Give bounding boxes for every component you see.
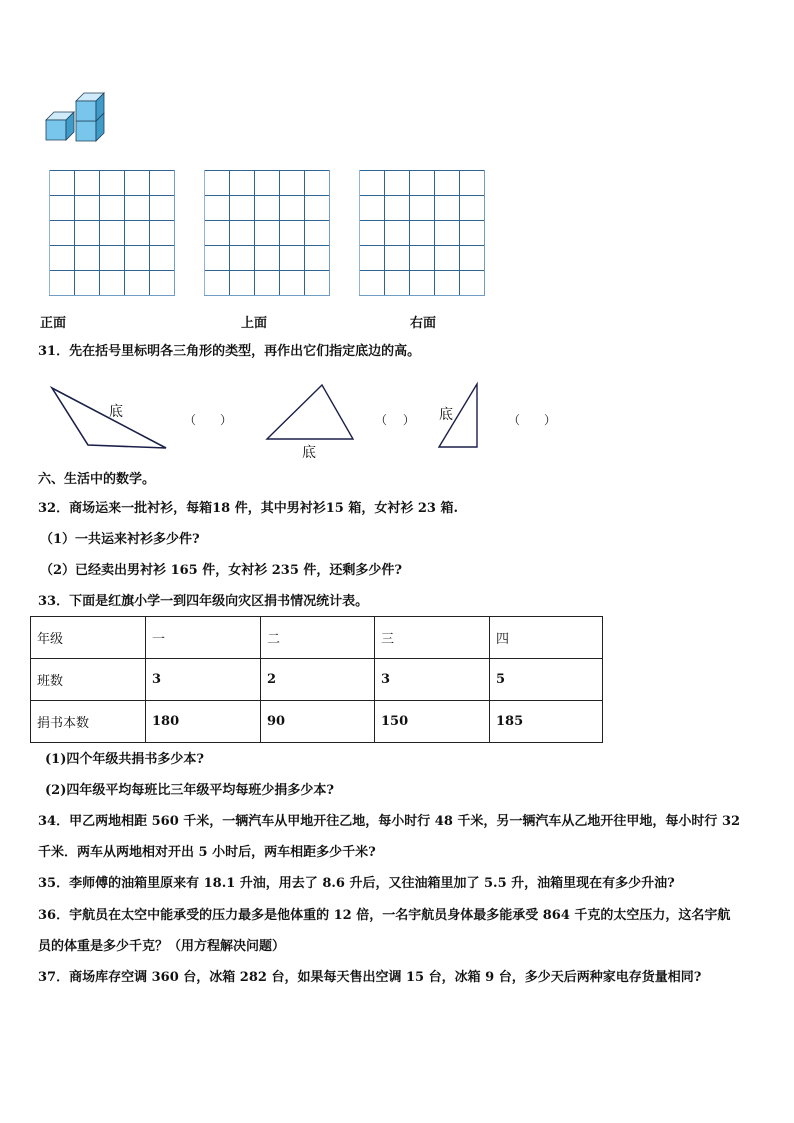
table-cell: 90 xyxy=(261,701,375,743)
triangle1-answer-blank[interactable]: （ ） xyxy=(184,413,233,427)
question-33-sub2: (2)四年级平均每班比三年级平均每班少捐多少本? xyxy=(45,783,334,798)
question-36-line1: 36．宇航员在太空中能承受的压力最多是他体重的 12 倍，一名宇航员身体最多能承受 864 千克的太空压力，这名宇航 xyxy=(38,908,731,923)
question-32-sub1: （1）一共运来衬衫多少件? xyxy=(40,532,200,547)
cube-stack-figure xyxy=(44,90,106,152)
triangle2-answer-blank[interactable]: （ ） xyxy=(375,413,415,427)
table-cell: 185 xyxy=(490,701,603,743)
table-cell: 5 xyxy=(490,659,603,701)
question-31-text: 31．先在括号里标明各三角形的类型，再作出它们指定底边的高。 xyxy=(38,344,421,359)
table-row-grade xyxy=(31,617,603,659)
table-cell: 150 xyxy=(375,701,490,743)
question-34-line1: 34．甲乙两地相距 560 千米，一辆汽车从甲地开往乙地，每小时行 48 千米，另一辆汽车从乙地开往甲地，每小时行 32 xyxy=(38,814,741,829)
question-33-sub1: (1)四个年级共捐书多少本? xyxy=(45,752,204,767)
triangle1-base-label: 底 xyxy=(109,404,123,420)
acute-triangle-icon xyxy=(262,380,362,445)
grid-right-view[interactable] xyxy=(359,170,485,296)
question-36-line2: 员的体重是多少千克？（用方程解决问题） xyxy=(38,939,286,954)
label-top-view: 上面 xyxy=(241,316,268,331)
question-37-text: 37．商场库存空调 360 台，冰箱 282 台，如果每天售出空调 15 台，冰箱 9 台，多少天后两种家电存货量相同? xyxy=(38,970,702,985)
table-header-cell: 年级 xyxy=(31,617,146,659)
table-cell: 三 xyxy=(375,617,490,659)
question-32-sub2: （2）已经卖出男衬衫 165 件，女衬衫 235 件，还剩多少件? xyxy=(40,563,403,578)
triangle3-answer-blank[interactable]: （ ） xyxy=(508,413,557,427)
triangle3-base-label: 底 xyxy=(439,407,453,423)
grid-front-view[interactable] xyxy=(49,170,175,296)
triangle-acute xyxy=(262,380,362,445)
table-cell: 一 xyxy=(146,617,261,659)
question-33-text: 33．下面是红旗小学一到四年级向灾区捐书情况统计表。 xyxy=(38,594,369,609)
question-32-text: 32．商场运来一批衬衫，每箱18 件，其中男衬衫15 箱，女衬衫 23 箱. xyxy=(38,501,458,516)
donation-stats-table xyxy=(30,616,603,743)
question-35-text: 35．李师傅的油箱里原来有 18.1 升油，用去了 8.6 升后，又往油箱里加了 5.5 升，油箱里现在有多少升油? xyxy=(38,876,675,891)
table-cell: 四 xyxy=(490,617,603,659)
table-cell: 2 xyxy=(261,659,375,701)
table-header-cell: 捐书本数 xyxy=(31,701,146,743)
label-right-view: 右面 xyxy=(410,316,437,331)
table-cell: 3 xyxy=(146,659,261,701)
section-6-title: 六、生活中的数学。 xyxy=(38,472,156,487)
table-header-cell: 班数 xyxy=(31,659,146,701)
table-row-classes xyxy=(31,659,603,701)
table-cell: 3 xyxy=(375,659,490,701)
label-front-view: 正面 xyxy=(40,316,67,331)
triangle2-base-label: 底 xyxy=(302,445,316,461)
cube-stack-icon xyxy=(44,90,106,152)
grid-top-view[interactable] xyxy=(204,170,330,296)
table-cell: 180 xyxy=(146,701,261,743)
table-row-books xyxy=(31,701,603,743)
question-34-line2: 千米．两车从两地相对开出 5 小时后，两车相距多少千米? xyxy=(38,845,376,860)
table-cell: 二 xyxy=(261,617,375,659)
